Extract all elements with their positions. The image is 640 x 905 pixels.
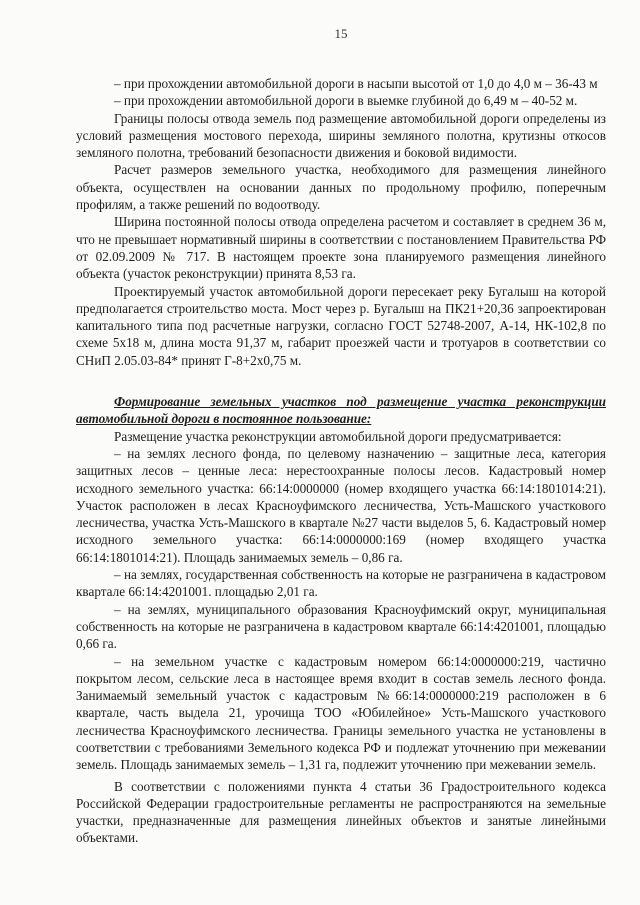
paragraph-urban-code: В соответствии с положениями пункта 4 статьи 36 Градостроительного кодекса Российской Федерации градостроительные регламенты не распространяются на земельные участки, предназначенные для размещения линейных объектов и занятые линейными объектами. [76,778,606,846]
paragraph-cadastral-219: – на земельном участке с кадастровым номером 66:14:0000000:219, частично покрытом лесом, сельские леса в настоящее время входит в состав земель лесного фонда. Занимаемый земельный участок с кадастровым №66:14:0000000:219 расположен в 6 квартале, часть выдела 21, урочища ТОО «Юбилейное» Усть-Машского участкового лесничества Красноуфимского лесничества. Границы земельного участка не установлены в соответствии с требованиями Земельного кодекса РФ и подлежат уточнению при межевании земель. Площадь занимаемых земель – 1,31 га, подлежит уточнению при межевании земель. [76,653,606,773]
paragraph-width: Ширина постоянной полосы отвода определена расчетом и составляет в среднем 36 м, что не превышает нормативный ширины в соответствии с постановлением Правительства РФ от 02.09.2009 № 717. В настоящем проекте зона планируемого размещения линейного объекта (участок реконструкции) принята 8,53 га. [76,214,606,282]
paragraph-cutting: – при прохождении автомобильной дороги в выемке глубиной до 6,49 м – 40-52 м. [114,93,578,109]
paragraph-state-land: – на землях, государственная собственность на которые не разграничена в кадастровом квартале 66:14:4201001. площадью 2,01 га. [76,567,606,600]
page-number: 15 [334,26,348,41]
paragraph-boundaries: Границы полосы отвода земель под размещение автомобильной дороги определены из условий размещения мостового перехода, ширины земляного полотна, крутизны откосов земляного полотна, требований безопасности движения и боковой видимости. [76,110,606,161]
paragraph-embankment: – при прохождении автомобильной дороги в насыпи высотой от 1,0 до 4,0 м – 36-43 м [114,76,598,91]
paragraph-forest-fund: – на землях лесного фонда, по целевому назначению – защитные леса, категория защитных лесов – ценные леса: нерестоохранные полосы лесов. Кадастровый номер исходного земельного участка: 66:14:0000000 (номер входящего участка 66:14:1801014:21). Участок расположен в лесах Красноуфимского лесничества, Усть-Машского участкового лесничества, участка Усть-Машского в квартале №27 части выделов 5, 6. Кадастровый номер исходного земельного участка: 66:14:0000000:169 (номер входящего участка 66:14:1801014:21). Площадь занимаемых земель – 0,86 га. [76,445,606,565]
paragraph-bridge: Проектируемый участок автомобильной дороги пересекает реку Бугалыш на которой предполагается строительство моста. Мост через р. Бугалыш на ПК21+20,36 запроектирован капитального типа под расчетные нагрузки, согласно ГОСТ 52748-2007, А-14, НК-102,8 по схеме 5х18 м, длина моста 91,37 м, габарит проезжей части и тротуаров в соответствии со СНиП 2.05.03-84* принят Г-8+2х0,75 м. [76,283,606,368]
paragraph-placement-intro: Размещение участка реконструкции автомобильной дороги предусматривается: [114,428,562,444]
paragraph-calculation: Расчет размеров земельного участка, необходимого для размещения линейного объекта, осуществлен на основании данных по продольному профилю, поперечным профилям, а также решений по водоотводу. [76,162,606,213]
paragraph-municipal-land: – на землях, муниципального образования Красноуфимский округ, муниципальная собственность на которые не разграничена в кадастровом квартале 66:14:4201001, площадью 0,66 га. [76,601,606,652]
section-heading: Формирование земельных участков под размещение участка реконструкции автомобильной дороги в постоянное пользование: [76,394,606,427]
section-gap [76,369,606,393]
